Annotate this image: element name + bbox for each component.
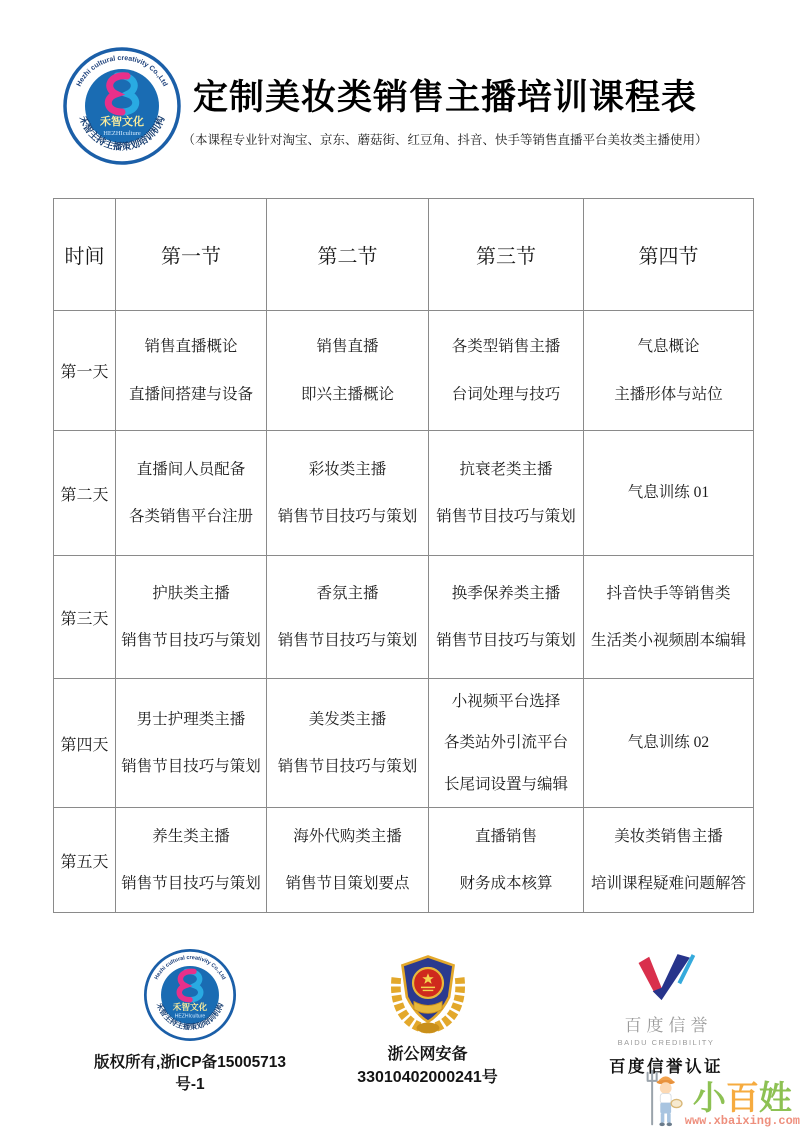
cell-line: 香氛主播: [316, 584, 379, 602]
cell-line: 美妆类销售主播: [614, 827, 723, 845]
cell-line: 即兴主播概论: [300, 385, 394, 403]
col-header-session2: 第二节: [267, 199, 429, 311]
cell-line: 销售节目技巧与策划: [121, 632, 261, 649]
cell-line: 销售节目策划要点: [285, 875, 410, 892]
police-record-text: 浙公网安备 33010402000241号: [357, 1046, 498, 1086]
cell-line: 小视频平台选择: [451, 693, 561, 711]
cell-line: 财务成本核算: [459, 875, 553, 892]
footer-police-block: [330, 946, 525, 1087]
table-row-day5: [54, 808, 754, 913]
schedule-cell: [267, 556, 429, 679]
cell-line: 抗衰老类主播: [459, 460, 553, 478]
baidu-credibility-v-icon: [635, 952, 697, 1004]
watermark-site-url: www.xbaixing.com: [684, 1114, 800, 1128]
cell-line: 各类站外引流平台: [443, 734, 568, 752]
site-watermark: [644, 1070, 800, 1128]
schedule-cell: [584, 679, 754, 808]
schedule-cell: [584, 808, 754, 913]
schedule-cell: [429, 556, 584, 679]
table-header-row: [54, 199, 754, 311]
cell-line: 主播形体与站位: [614, 385, 723, 403]
cell-line: 彩妆类主播: [308, 460, 387, 478]
icp-record-text: 版权所有,浙ICP备15005713号-1: [93, 1054, 287, 1093]
schedule-cell: [429, 679, 584, 808]
col-header-session4: 第四节: [584, 199, 754, 311]
day-label: 第三天: [54, 556, 116, 679]
footer-baidu-block: [596, 952, 736, 1077]
table-row-day4: [54, 679, 754, 808]
cell-line: 男士护理类主播: [136, 710, 246, 728]
schedule-cell: [429, 311, 584, 431]
schedule-cell: [267, 311, 429, 431]
baidu-cert-text: 百度信誉认证: [609, 1058, 723, 1076]
cell-line: 气息训练 02: [627, 734, 710, 752]
cell-line: 美发类主播: [308, 710, 387, 728]
cell-line: 护肤类主播: [152, 584, 230, 602]
cell-line: 换季保养类主播: [451, 584, 561, 602]
col-header-session1: 第一节: [116, 199, 267, 311]
day-label: 第四天: [54, 679, 116, 808]
schedule-cell: [584, 311, 754, 431]
cell-line: 直播销售: [474, 827, 537, 845]
cell-line: 台词处理与技巧: [451, 385, 561, 403]
schedule-cell: [584, 431, 754, 556]
page-subtitle: （本课程专业针对淘宝、京东、蘑菇街、红豆角、抖音、快手等销售直播平台美妆类主播使用）: [182, 133, 708, 147]
cell-line: 海外代购类主播: [293, 827, 402, 845]
cell-line: 养生类主播: [152, 827, 230, 845]
schedule-cell: [116, 431, 267, 556]
day-label: 第二天: [54, 431, 116, 556]
cell-line: 直播间人员配备: [136, 460, 246, 478]
farmer-mascot-icon: [644, 1070, 684, 1128]
cell-line: 销售节目技巧与策划: [277, 508, 418, 525]
schedule-cell: [116, 556, 267, 679]
day-label: 第一天: [54, 311, 116, 431]
page-title: 定制美妆类销售主播培训课程表: [192, 78, 697, 117]
watermark-site-name: 小百姓: [692, 1078, 792, 1117]
table-row-day1: [54, 311, 754, 431]
course-schedule-table: [53, 198, 754, 913]
cell-line: 培训课程疑难问题解答: [590, 875, 746, 892]
baidu-credibility-name-en: BAIDU CREDIBILITY: [617, 1038, 715, 1047]
cell-line: 气息概论: [637, 338, 700, 356]
cell-line: 销售节目技巧与策划: [121, 758, 261, 775]
schedule-cell: [267, 808, 429, 913]
col-header-session3: 第三节: [429, 199, 584, 311]
cell-line: 销售节目技巧与策划: [277, 758, 418, 775]
schedule-cell: [429, 431, 584, 556]
schedule-cell: [116, 311, 267, 431]
cell-line: 销售节目技巧与策划: [277, 632, 418, 649]
table-row-day3: [54, 556, 754, 679]
cell-line: 气息训练 01: [627, 484, 710, 502]
cell-line: 销售直播概论: [144, 338, 238, 356]
cell-line: 各类销售平台注册: [128, 508, 253, 525]
schedule-cell: [267, 431, 429, 556]
hezhi-footer-logo-icon: [143, 948, 237, 1042]
cell-line: 销售节目技巧与策划: [436, 632, 576, 649]
cell-line: 销售节目技巧与策划: [121, 875, 261, 892]
police-badge-icon: [384, 946, 472, 1034]
baidu-credibility-name: 百度信誉: [624, 1016, 713, 1035]
col-header-time: 时间: [54, 199, 116, 311]
cell-line: 销售节目技巧与策划: [436, 508, 576, 525]
schedule-cell: [116, 679, 267, 808]
cell-line: 直播间搭建与设备: [128, 385, 253, 403]
cell-line: 各类型销售主播: [451, 338, 561, 356]
schedule-cell: [429, 808, 584, 913]
schedule-cell: [267, 679, 429, 808]
cell-line: 销售直播: [316, 338, 379, 356]
table-row-day2: [54, 431, 754, 556]
footer-copyright-block: [80, 948, 300, 1094]
schedule-cell: [584, 556, 754, 679]
schedule-cell: [116, 808, 267, 913]
cell-line: 长尾词设置与编辑: [443, 775, 568, 793]
cell-line: 抖音快手等销售类: [606, 584, 731, 602]
cell-line: 生活类小视频剧本编辑: [590, 632, 746, 649]
day-label: 第五天: [54, 808, 116, 913]
